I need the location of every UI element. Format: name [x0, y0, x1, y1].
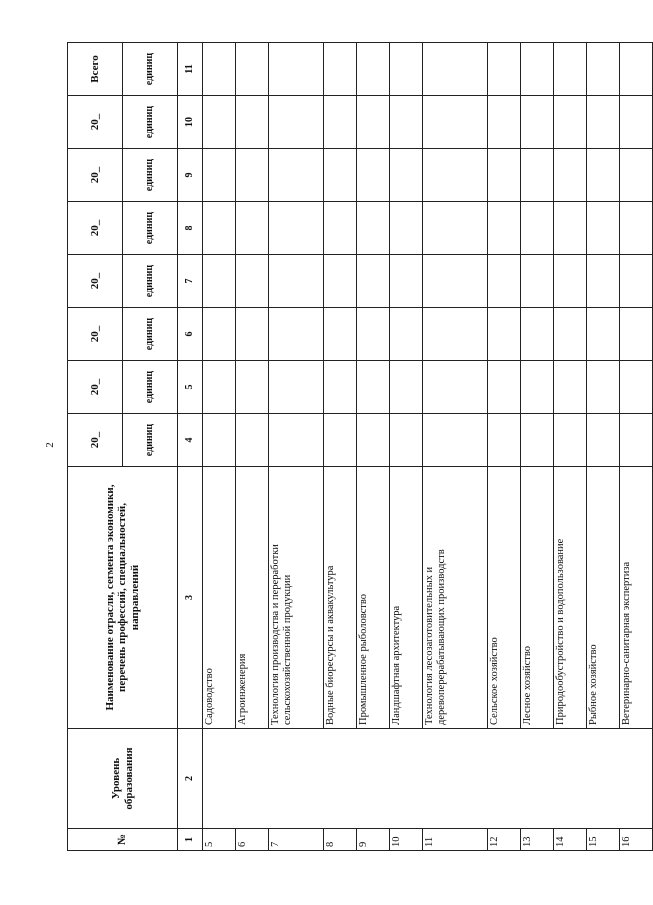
header-year: 20_ [68, 96, 123, 149]
column-number: 2 [178, 729, 203, 829]
specialty-name: Природообустройство и водопользование [554, 467, 587, 729]
row-number: 6 [236, 829, 269, 851]
row-number: 10 [390, 829, 423, 851]
column-number: 11 [178, 43, 203, 96]
header-unit: единиц [123, 308, 178, 361]
header-year: 20_ [68, 149, 123, 202]
page-number: 2 [44, 442, 56, 448]
header-unit: единиц [123, 414, 178, 467]
header-year: 20_ [68, 255, 123, 308]
header-education-level: Уровень образования [68, 729, 178, 829]
row-number: 7 [269, 829, 324, 851]
row-number: 8 [324, 829, 357, 851]
row-number: 15 [587, 829, 620, 851]
column-number: 1 [178, 829, 203, 851]
header-unit: единиц [123, 361, 178, 414]
column-number: 5 [178, 361, 203, 414]
header-year: 20_ [68, 361, 123, 414]
row-number: 12 [488, 829, 521, 851]
header-row-years [68, 43, 123, 851]
column-number: 8 [178, 202, 203, 255]
education-level-cell [203, 729, 653, 829]
column-number: 7 [178, 255, 203, 308]
specialty-name: Лесное хозяйство [521, 467, 554, 729]
specialty-name: Сельское хозяйство [488, 467, 521, 729]
rotated-table-sheet [67, 43, 632, 851]
specialty-name: Агроинженерия [236, 467, 269, 729]
row-number: 5 [203, 829, 236, 851]
header-unit: единиц [123, 43, 178, 96]
specialty-name: Рыбное хозяйство [587, 467, 620, 729]
header-unit: единиц [123, 202, 178, 255]
column-number: 9 [178, 149, 203, 202]
table-row [203, 43, 236, 851]
header-year: 20_ [68, 202, 123, 255]
column-number: 4 [178, 414, 203, 467]
header-unit: единиц [123, 149, 178, 202]
specialties-table [67, 42, 653, 851]
specialty-name: Садоводство [203, 467, 236, 729]
header-unit: единиц [123, 96, 178, 149]
specialty-name: Технология лесозаготовительных и деревоперерабатывающих производств [423, 467, 488, 729]
row-number: 13 [521, 829, 554, 851]
specialty-name: Ветеринарно-санитарная экспертиза [620, 467, 653, 729]
specialty-name: Водные биоресурсы и аквакультура [324, 467, 357, 729]
header-number: № [68, 829, 178, 851]
column-number: 3 [178, 467, 203, 729]
row-number: 11 [423, 829, 488, 851]
column-number: 10 [178, 96, 203, 149]
row-number: 14 [554, 829, 587, 851]
header-specialty-name: Наименование отрасли, сегмента экономики, перечень профессий, специальностей, направлений [68, 467, 178, 729]
specialty-name: Промышленное рыболовство [357, 467, 390, 729]
column-number: 6 [178, 308, 203, 361]
row-number: 16 [620, 829, 653, 851]
specialty-name: Технология производства и переработки сельскохозяйственной продукции [269, 467, 324, 729]
header-year: 20_ [68, 308, 123, 361]
row-number: 9 [357, 829, 390, 851]
header-year: 20_ [68, 414, 123, 467]
column-number-row [178, 43, 203, 851]
specialty-name: Ландшафтная архитектура [390, 467, 423, 729]
header-unit: единиц [123, 255, 178, 308]
header-total: Всего [68, 43, 123, 96]
